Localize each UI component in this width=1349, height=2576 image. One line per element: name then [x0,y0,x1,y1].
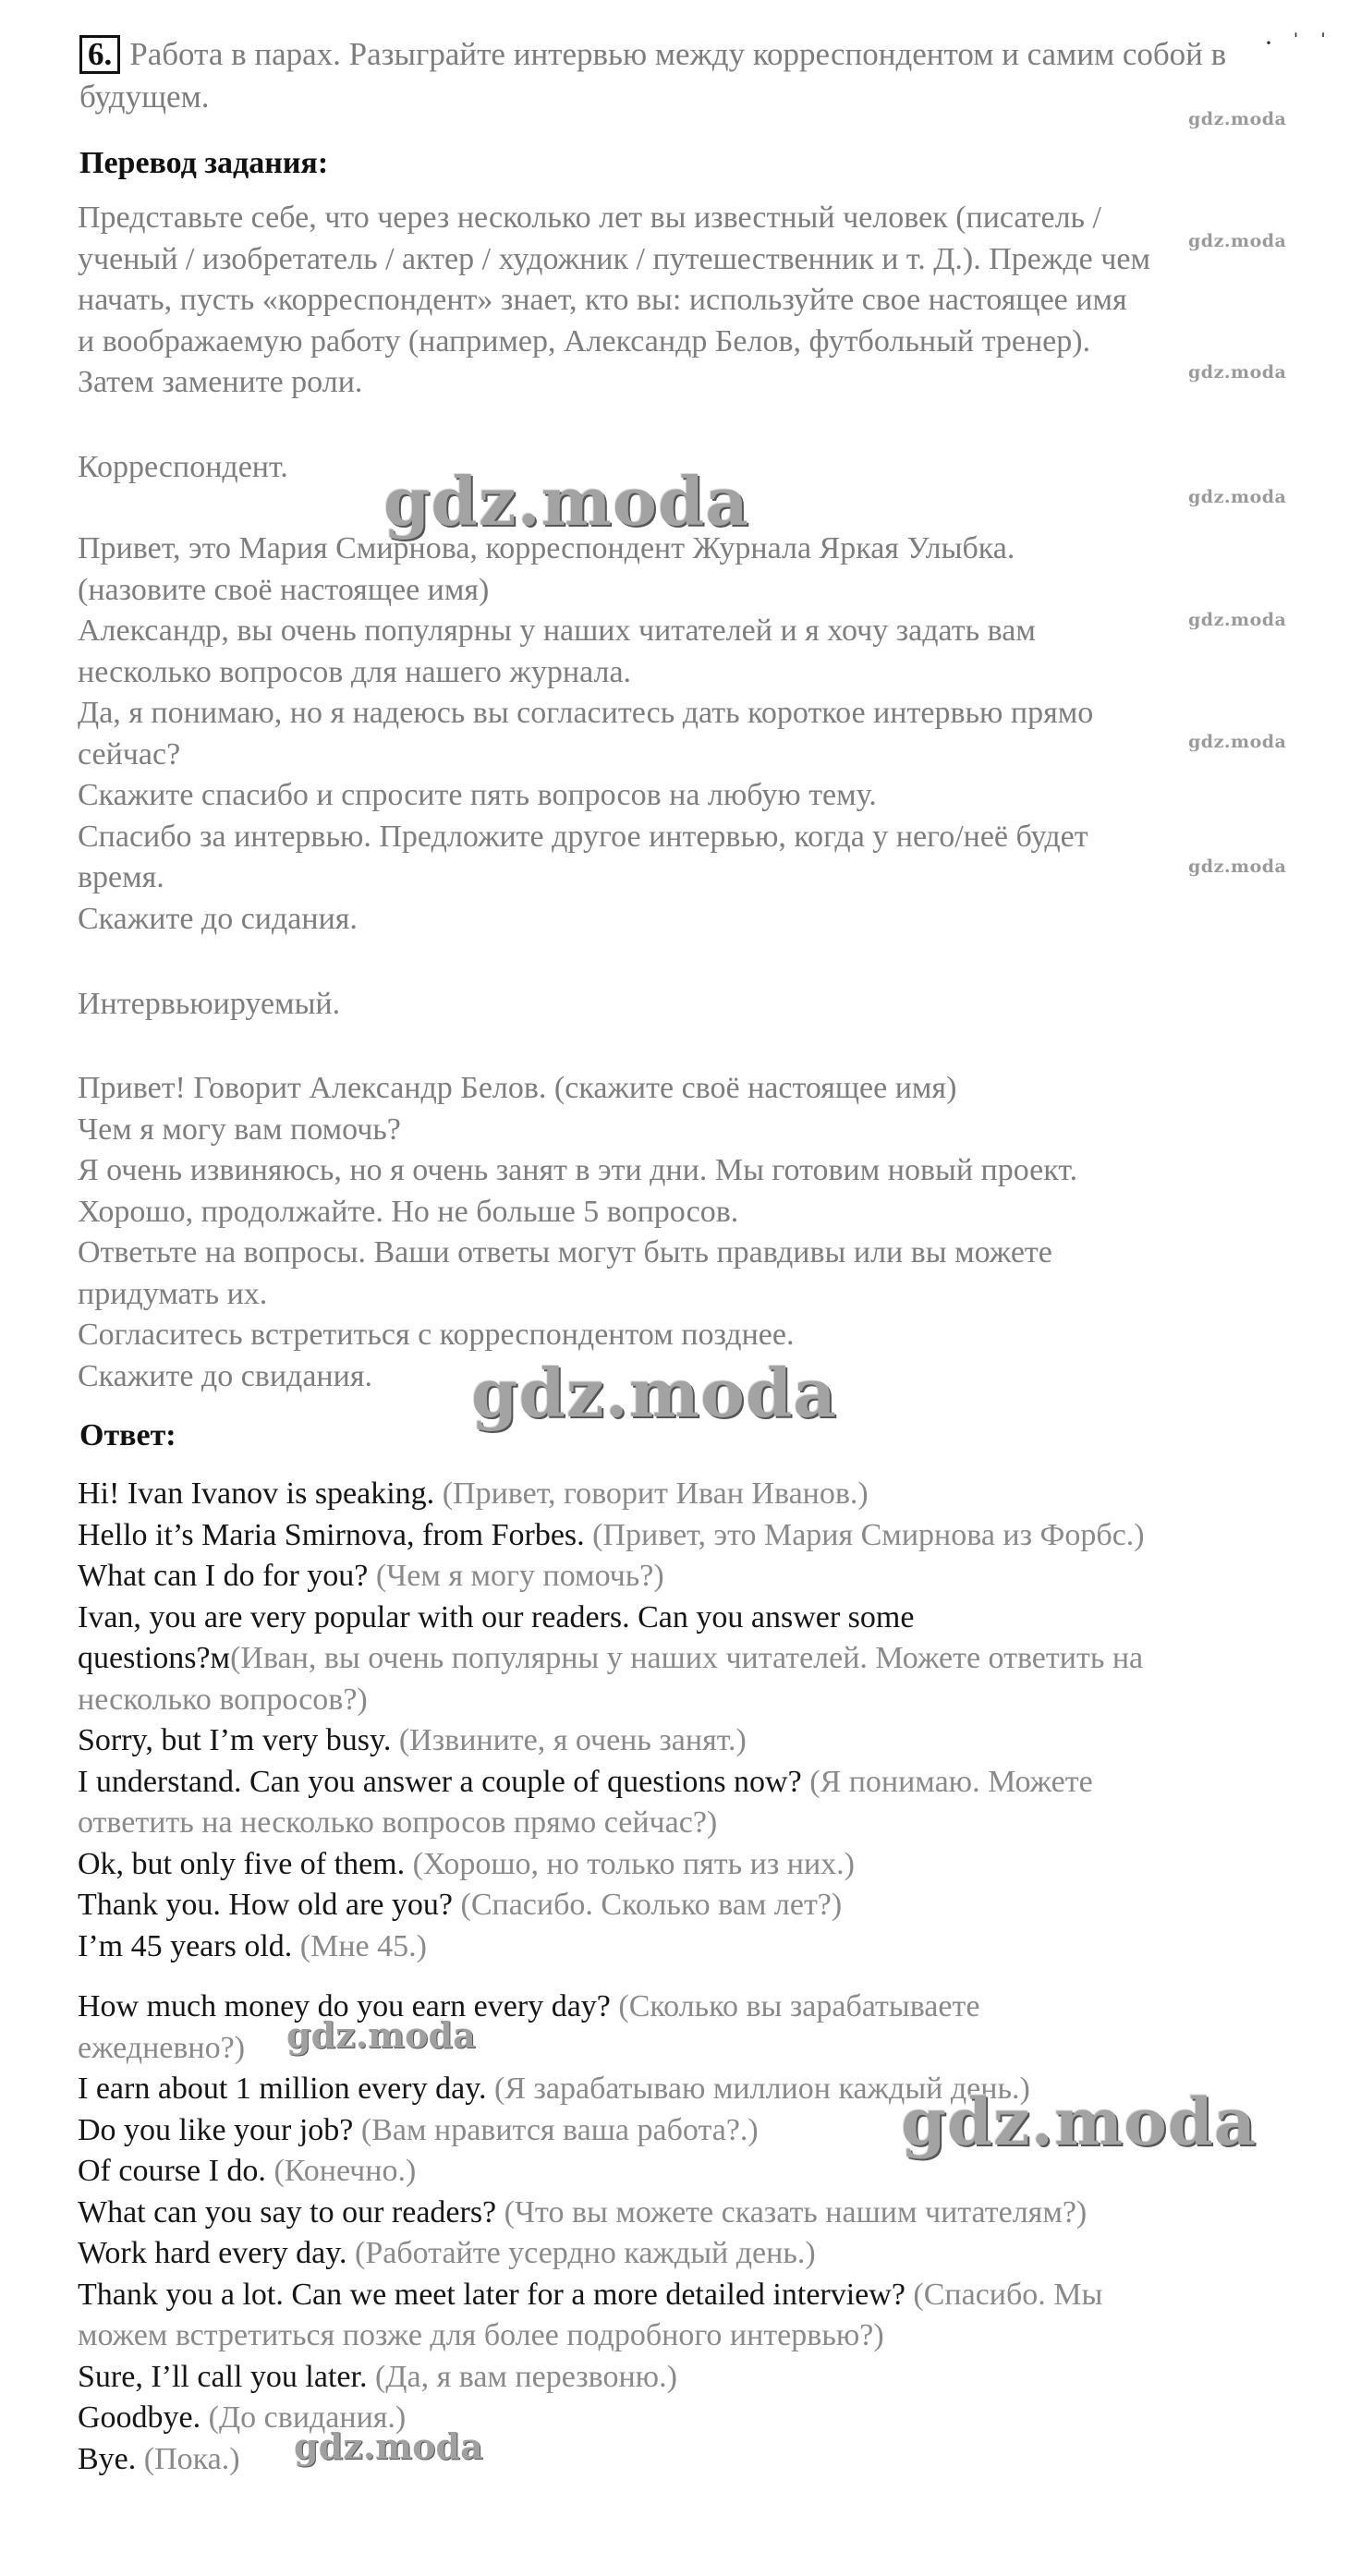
task-number: 6. [79,35,120,74]
dialogue-line [78,2275,1306,2316]
russian-translation: можем встретиться позже для более подробного интервью?) [78,2318,884,2352]
russian-translation: (Конечно.) [273,2154,417,2188]
dialogue-line [78,1515,1306,1557]
english-text: I understand. Can you answer a couple of questions now? [78,1764,802,1799]
watermark-small: gdz.moda [1188,362,1287,383]
text-line: ученый / изобретатель / актер / художник / путешественник и т. Д.). Прежде чем [78,241,1150,276]
russian-translation: (Привет, это Мария Смирнова из Форбс.) [592,1517,1145,1552]
corner-marks: · ˈ ˈ [1264,28,1333,58]
watermark-medium: gdz.moda [294,2425,483,2467]
english-text: Thank you. How old are you? [78,1888,454,1922]
russian-translation: (Привет, говорит Иван Иванов.) [442,1476,869,1511]
english-text: Thank you a lot. Can we meet later for a more detailed interview? [78,2277,905,2312]
translation-intro [78,198,1279,404]
dialogue-line [78,1556,1306,1598]
answer-heading: Ответ: [79,1418,176,1452]
dialogue-line [78,2357,1306,2399]
watermark-large: gdz.moda [383,462,749,541]
english-text: Goodbye. [78,2400,201,2435]
dialogue-line [78,2398,1306,2439]
text-line: Скажите до сидания. [78,901,358,936]
english-text: Do you like your job? [78,2112,354,2147]
english-text: Sorry, but I’m very busy. [78,1723,392,1757]
text-line: придумать их. [78,1276,268,1311]
text-line: Привет, это Мария Смирнова, корреспондент Журнала Яркая Улыбка. [78,531,1015,565]
correspondent-lines [78,529,1279,940]
russian-translation: (Да, я вам перезвоню.) [374,2359,677,2394]
task-text: Работа в парах. Разыграйте интервью между корреспондентом и самим собой в будущем. [79,36,1227,115]
russian-translation: ежедневно?) [78,2030,246,2065]
english-text: Hello it’s Maria Smirnova, from Forbes. [78,1517,585,1552]
russian-translation: (Сколько вы зарабатываете [618,1989,980,2023]
english-text: Of course I do. [78,2154,266,2188]
dialogue-line [78,2439,1306,2481]
russian-translation: (Спасибо. Мы [913,2277,1103,2312]
russian-translation: (Что вы можете сказать нашим читателям?) [504,2194,1088,2230]
text-line: Привет! Говорит Александр Белов. (скажите своё настоящее имя) [78,1071,957,1105]
text-line: Согласитесь встретиться с корреспондентом позднее. [78,1318,795,1352]
watermark-small: gdz.moda [1188,732,1287,752]
watermark-small: gdz.moda [1188,487,1287,507]
watermark-small: gdz.moda [1188,109,1287,129]
russian-translation: (Спасибо. Сколько вам лет?) [460,1888,843,1922]
dialogue-line [78,1844,1306,1886]
russian-translation: (Мне 45.) [299,1928,427,1963]
russian-translation: (Я зарабатываю миллион каждый день.) [493,2072,1030,2106]
answer-dialogue-part-1 [78,1474,1306,1967]
interviewee-label: Интервьюируемый. [78,987,341,1021]
text-line: Александр, вы очень популярны у наших читателей и я хочу задать вам [78,614,1036,648]
english-text: Ivan, you are very popular with our readers. Can you answer some [78,1599,915,1634]
dialogue-line [78,1474,1306,1515]
russian-translation: ответить на несколько вопросов прямо сейчас?) [78,1805,718,1840]
watermark-small: gdz.moda [1188,857,1287,877]
english-text: What can I do for you? [78,1559,369,1593]
watermark-large: gdz.moda [471,1354,837,1432]
text-line: Скажите до свидания. [78,1358,372,1393]
text-line: (назовите своё настоящее имя) [78,572,490,607]
russian-translation: (Извините, я очень занят.) [398,1723,747,1757]
interviewee-lines [78,1068,1279,1397]
english-text: Sure, I’ll call you later. [78,2359,368,2394]
english-text: Ok, but only five of them. [78,1846,406,1881]
answer-dialogue-part-2 [78,1987,1306,2480]
watermark-small: gdz.moda [1188,610,1287,630]
dialogue-line [78,2028,1306,2070]
text-line: Представьте себе, что через несколько лет вы известный человек (писатель / [78,200,1102,235]
dialogue-line [78,1987,1306,2028]
text-line: начать, пусть «корреспондент» знает, кто вы: используйте свое настоящее имя [78,283,1127,317]
text-line: Я очень извиняюсь, но я очень занят в эти дни. Мы готовим новый проект. [78,1153,1078,1187]
dialogue-line [78,1926,1306,1968]
english-text: Hi! Ivan Ivanov is speaking. [78,1476,435,1511]
task-header [79,33,1262,118]
russian-translation: (Вам нравится ваша работа?.) [360,2112,759,2147]
dialogue-line [78,2233,1306,2275]
dialogue-line [78,1885,1306,1926]
dialogue-line [78,1598,1306,1639]
english-text: I’m 45 years old. [78,1928,293,1963]
russian-translation: (Чем я могу помочь?) [375,1559,664,1593]
text-line: Затем замените роли. [78,365,363,399]
translation-heading: Перевод задания: [79,146,329,180]
dialogue-line [78,2193,1306,2234]
dialogue-line [78,1762,1306,1804]
russian-translation: (Пока.) [143,2441,240,2476]
dialogue-line [78,1803,1306,1844]
english-text: How much money do you earn every day? [78,1989,611,2023]
russian-translation: (Работайте усердно каждый день.) [355,2236,816,2270]
dialogue-line [78,1720,1306,1762]
watermark-small: gdz.moda [1188,231,1287,251]
english-text: Work hard every day. [78,2236,347,2270]
watermark-large: gdz.moda [901,2084,1258,2160]
text-line: и воображаемую работу (например, Александр Белов, футбольный тренер). [78,323,1091,358]
correspondent-label: Корреспондент. [78,450,288,484]
english-text: What can you say to our readers? [78,2194,497,2230]
english-text: I earn about 1 million every day. [78,2072,487,2106]
russian-translation: (До свидания.) [208,2400,407,2435]
dialogue-line [78,1638,1306,1680]
text-line: Да, я понимаю, но я надеюсь вы согласитесь дать короткое интервью прямо [78,696,1094,730]
watermark-medium: gdz.moda [286,2014,476,2056]
text-line: время. [78,860,164,894]
english-text: Bye. [78,2441,137,2476]
russian-translation: (Я понимаю. Можете [809,1764,1093,1799]
text-line: несколько вопросов для нашего журнала. [78,654,632,689]
dialogue-line [78,1680,1306,1721]
text-line: Чем я могу вам помочь? [78,1112,401,1147]
russian-translation: (Хорошо, но только пять из них.) [412,1846,855,1881]
russian-translation: несколько вопросов?) [78,1682,368,1717]
russian-translation: (Иван, вы очень популярны у наших читателей. Можете ответить на [230,1641,1144,1675]
dialogue-line [78,2315,1306,2357]
text-line: сейчас? [78,736,181,772]
text-line: Скажите спасибо и спросите пять вопросов на любую тему. [78,778,877,812]
text-line: Спасибо за интервью. Предложите другое интервью, когда у него/неё будет [78,819,1088,854]
text-line: Хорошо, продолжайте. Но не больше 5 вопросов. [78,1194,739,1229]
english-text: questions?м [78,1641,231,1675]
text-line: Ответьте на вопросы. Ваши ответы могут быть правдивы или вы можете [78,1235,1052,1270]
